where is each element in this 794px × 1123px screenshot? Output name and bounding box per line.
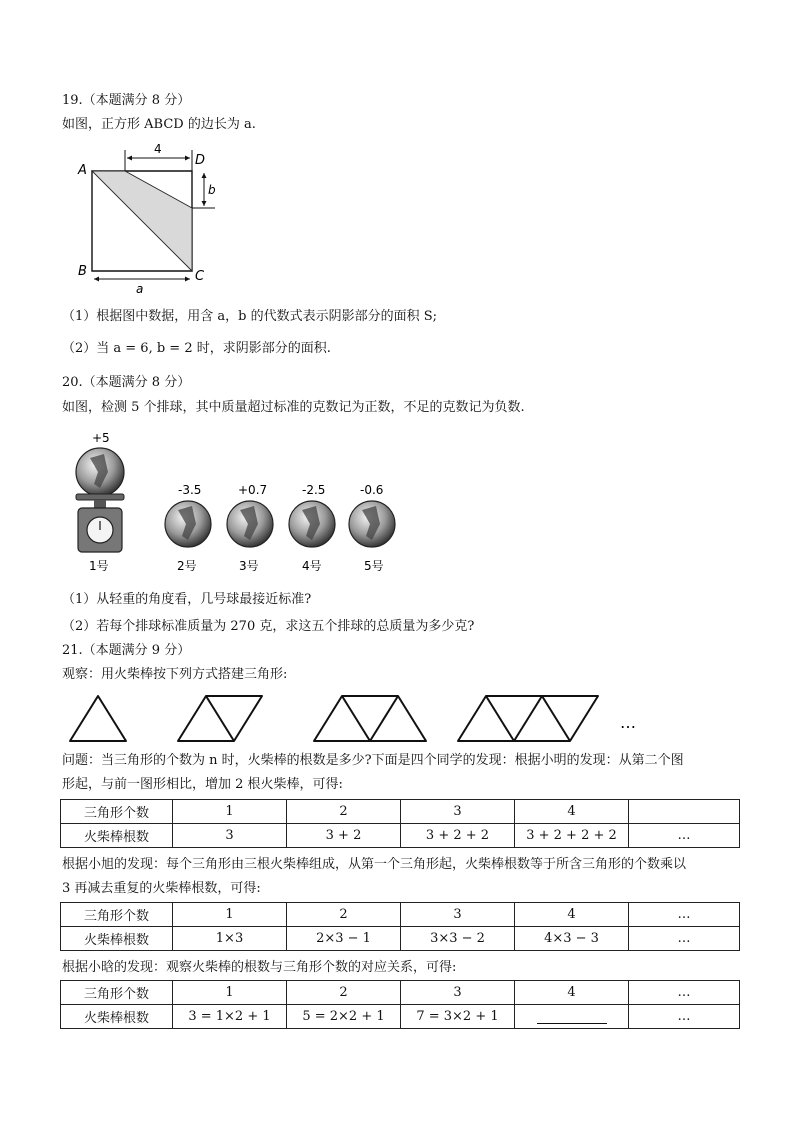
table-cell: 1 [173,800,287,824]
table-cell: … [629,903,740,927]
table-cell: 3 [173,824,287,848]
table-cell: 1 [173,903,287,927]
table-xiaoxu [60,902,740,951]
table-cell: 3 + 2 [287,824,401,848]
table-cell: … [629,1005,740,1029]
ball-3-value: +0.7 [238,483,268,497]
ball-1-on-scale [76,431,124,573]
ball-5 [349,483,395,573]
table-row [61,903,740,927]
table-cell: 3 + 2 + 2 + 2 [515,824,629,848]
table-row [61,824,740,848]
table-cell: 3 [401,800,515,824]
figure-1-triangle [70,696,126,741]
label-bottom-length: a [136,282,144,296]
label-top-length: 4 [154,142,162,156]
table-cell: 火柴棒根数 [61,824,173,848]
q19-square-figure [70,138,240,298]
table-cell: 2 [287,800,401,824]
table-cell: 7 = 3×2 + 1 [401,1005,515,1029]
table-cell [629,800,740,824]
q21-xiaoxu-line2: 3 再减去重复的火柴棒根数，可得: [62,881,261,896]
table-cell: 4 [515,800,629,824]
table-cell: 2 [287,981,401,1005]
table-cell: 3 [401,903,515,927]
q19-intro: 如图，正方形 ABCD 的边长为 a. [62,117,256,132]
q20-part2: （2）若每个排球标准质量为 270 克，求这五个排球的总质量为多少克? [62,619,475,634]
table-cell: 2×3 − 1 [287,927,401,951]
q21-xiaohan: 根据小晗的发现：观察火柴棒的根数与三角形个数的对应关系，可得: [62,960,457,975]
table-xiaohan [60,980,740,1029]
table-cell: 三角形个数 [61,981,173,1005]
table-row [61,981,740,1005]
figures-ellipsis: … [620,713,636,732]
table-row [61,1005,740,1029]
table-cell: 3×3 − 2 [401,927,515,951]
label-A: A [78,163,87,178]
table-cell: 火柴棒根数 [61,927,173,951]
table-cell: 1 [173,981,287,1005]
table-cell: … [629,927,740,951]
table-cell: 5 = 2×2 + 1 [287,1005,401,1029]
table-row [61,800,740,824]
table-cell: 3 + 2 + 2 [401,824,515,848]
ball-4-value: -2.5 [302,483,326,497]
answer-blank-cell[interactable] [515,1005,629,1029]
q20-intro: 如图，检测 5 个排球，其中质量超过标准的克数记为正数，不足的克数记为负数. [62,400,525,415]
table-cell: 3 = 1×2 + 1 [173,1005,287,1029]
label-D: D [195,153,206,168]
table-row [61,927,740,951]
ball-2-value: -3.5 [178,483,202,497]
ball-2-label: 2号 [177,559,197,573]
table-cell: 1×3 [173,927,287,951]
table-cell: … [629,981,740,1005]
q21-problem-line2: 形起，与前一图形相比，增加 2 根火柴棒，可得: [62,777,343,792]
figure-3-trapezoid [314,696,426,741]
q21-matchstick-triangles [60,686,660,746]
q21-xiaoxu-line1: 根据小旭的发现：每个三角形由三根火柴棒组成，从第一个三角形起，火柴棒根数等于所含三角形的个数乘以 [62,857,687,872]
q19-heading: 19.（本题满分 8 分） [62,93,191,108]
table-cell: 火柴棒根数 [61,1005,173,1029]
ball-5-value: -0.6 [360,483,384,497]
q19-part2: （2）当 a = 6, b = 2 时，求阴影部分的面积. [62,341,331,356]
table-cell: 4×3 − 3 [515,927,629,951]
table-xiaoming [60,799,740,848]
ball-5-label: 5号 [364,559,384,573]
q20-heading: 20.（本题满分 8 分） [62,375,191,390]
q20-volleyball-figure [60,428,410,578]
ball-4-label: 4号 [302,559,322,573]
ball-3 [227,483,273,573]
q20-part1: （1）从轻重的角度看，几号球最接近标准? [62,592,312,607]
table-cell: 2 [287,903,401,927]
answer-blank[interactable] [537,1009,607,1024]
ball-4 [289,483,335,573]
table-cell: 4 [515,981,629,1005]
ball-2 [165,483,211,573]
table-cell: 3 [401,981,515,1005]
q19-part1: （1）根据图中数据，用含 a，b 的代数式表示阴影部分的面积 S; [62,309,438,324]
ball-1-value: +5 [92,431,110,445]
table-cell: … [629,824,740,848]
label-C: C [195,269,205,284]
shaded-region [92,171,192,271]
table-cell: 三角形个数 [61,903,173,927]
q21-observe: 观察：用火柴棒按下列方式搭建三角形: [62,667,288,682]
table-cell: 4 [515,903,629,927]
ball-3-label: 3号 [239,559,259,573]
label-side-length: b [208,183,216,197]
table-cell: 三角形个数 [61,800,173,824]
ball-1-label: 1号 [89,559,109,573]
label-B: B [78,264,87,279]
q21-problem-line1: 问题：当三角形的个数为 n 时，火柴棒的根数是多少?下面是四个同学的发现：根据小明的发现：从第二个图 [62,753,684,768]
q21-heading: 21.（本题满分 9 分） [62,643,191,658]
